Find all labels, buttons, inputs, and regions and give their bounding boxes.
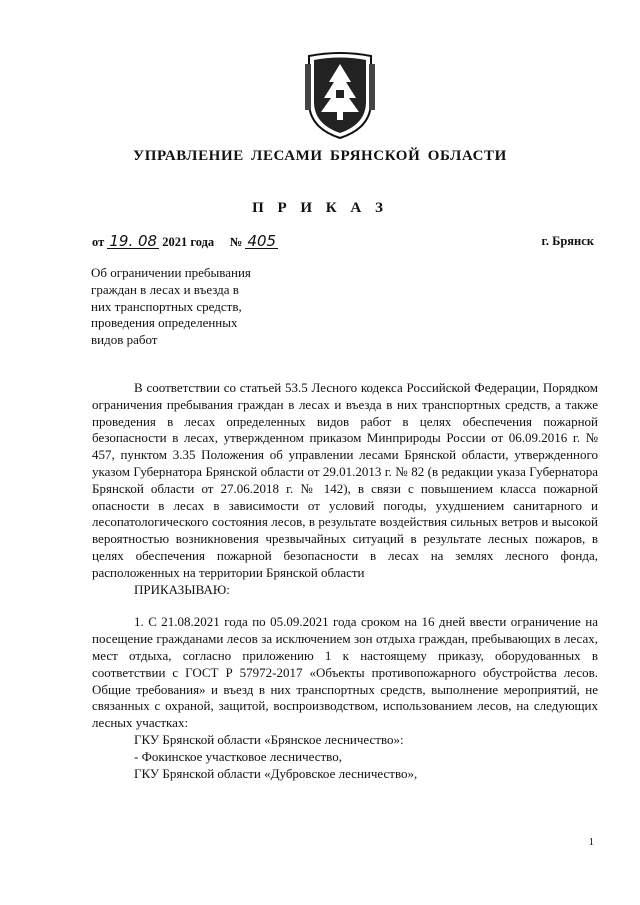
city: г. Брянск: [541, 234, 594, 248]
order-date-number: [92, 234, 278, 250]
date-prefix: от: [92, 235, 105, 249]
subject-line: них транспортных средств,: [91, 298, 242, 314]
document-body: [92, 380, 598, 782]
prikazyvayu-heading: ПРИКАЗЫВАЮ:: [134, 581, 230, 597]
point-1-paragraph: 1. С 21.08.2021 года по 05.09.2021 года сроком на 16 дней ввести ограничение на посещение гражданами лесов за исключением зон отдыха граждан, пребывающих в лесах, мест отдыха, согласно приложению 1 к настоящему приказу, оборудованных в соответствии с ГОСТ Р 57972-2017 «Объекты противопожарного обустройства лесов. Общие требования» и въезд в них транспортных средств, выполнение мероприятий, не связанных с охраной, защитой, воспроизводством, использованием лесов, на следующих лесных участках:: [92, 614, 598, 731]
page-number: 1: [588, 836, 594, 848]
handwritten-number: 405: [247, 232, 277, 250]
organization-name: УПРАВЛЕНИЕ ЛЕСАМИ БРЯНСКОЙ ОБЛАСТИ: [133, 148, 507, 164]
document-title: П Р И К А З: [252, 200, 388, 216]
handwritten-date: 19. 08: [109, 232, 158, 250]
subject-line: граждан в лесах и въезда в: [91, 281, 239, 297]
number-prefix: №: [229, 235, 243, 249]
coat-of-arms-emblem: [301, 50, 379, 140]
list-item: ГКУ Брянской области «Брянское лесничество»:: [134, 731, 404, 747]
preamble-paragraph: В соответствии со статьей 53.5 Лесного кодекса Российской Федерации, Порядком ограничения пребывания граждан в лесах и въезда в них транспортных средств, а также проведения в лесах определенных видов работ в целях обеспечения пожарной безопасности в лесах, утвержденном приказом Минприроды России от 06.09.2016 г. № 457, пунктом 3.35 Положения об управлении лесами Брянской области, утвержденного указом Губернатора Брянской области от 29.01.2013 г. № 82 (в редакции указа Губернатора Брянской области от 27.06.2018 г. № 142), в связи с повышением класса пожарной опасности в лесах в зависимости от условий погоды, ухудшением санитарного и лесопатологического состояния лесов, в результате воздействия сильных ветров и высокой вероятностью возникновения чрезвычайных ситуаций в результате лесных пожаров, в целях обеспечения пожарной безопасности в лесах на землях лесного фонда, расположенных на территории Брянской области: [92, 380, 598, 580]
list-item: - Фокинское участковое лесничество,: [134, 748, 342, 764]
subject-line: видов работ: [91, 332, 158, 348]
order-subject: [91, 265, 291, 349]
subject-line: проведения определенных: [91, 315, 238, 331]
subject-line: Об ограничении пребывания: [91, 265, 251, 280]
date-suffix: 2021 года: [162, 235, 215, 249]
list-item: ГКУ Брянской области «Дубровское лесничество»,: [134, 765, 418, 781]
